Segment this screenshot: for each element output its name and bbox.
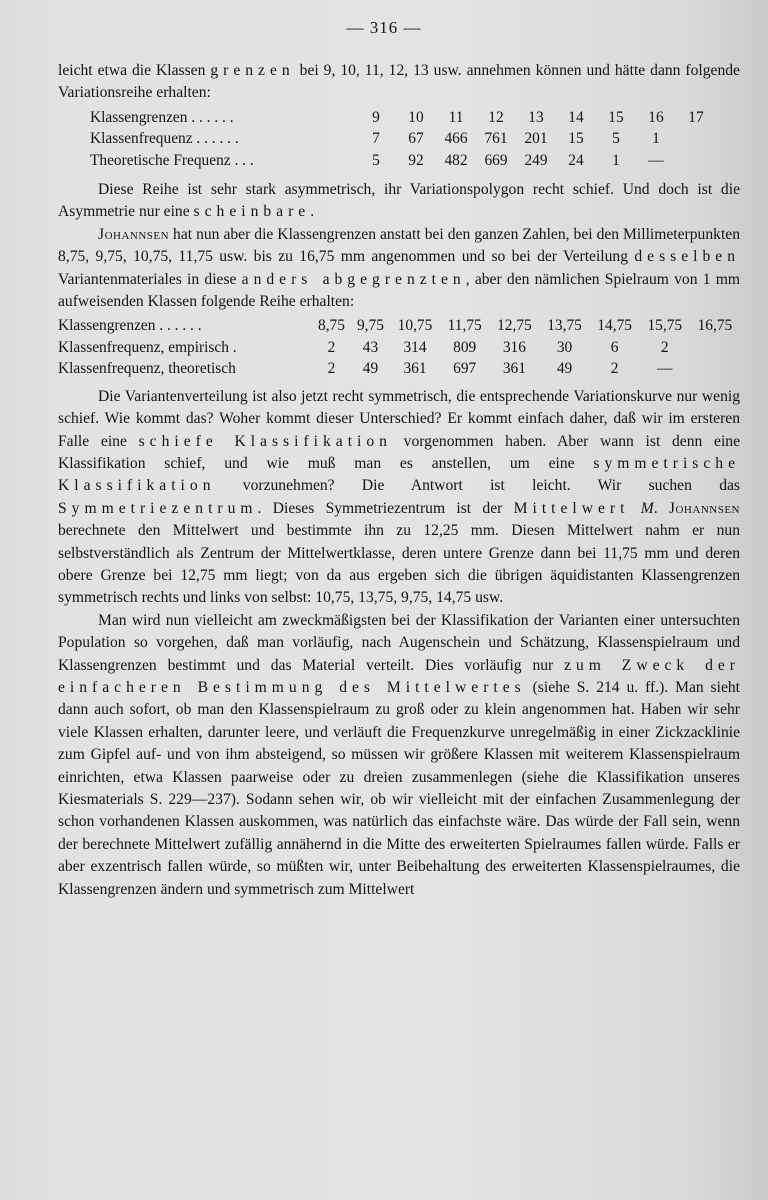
table-cell: 12,75 [497,317,532,335]
intro-text-1: leicht etwa die Klassen [58,62,206,79]
table-cell: 249 [524,151,548,169]
intro-paragraph [58,60,740,105]
table-cell: 2 [327,360,336,378]
para3-spaced-4: Mittelwert [513,499,630,517]
table-cell: 30 [556,338,573,356]
table-cell: 5 [612,130,620,148]
table-variation-shifted [58,315,740,379]
paragraph-asymmetry [58,179,740,224]
paragraph-symmetry [58,386,740,610]
table-cell: 16 [648,108,664,126]
intro-spaced-word: grenzen [210,62,295,79]
table-cell: — [657,360,673,378]
table-cell: 17 [688,108,704,126]
table-cell: 8,75 [318,317,345,335]
para4-text-2: (siehe S. 214 u. ff.). Man sieht dann auch sofort, ob man den Klassenspielraum zu groß oder zu klein angenommen hat. Haben wir sehr viele Klassen erhalten, darunter leere, und verläuft die Frequenzkurve unregelmäßig in einer Zickzacklinie zum Gipfel auf- und von ihm absteigend, so müssen wir größere Klassen mit weiterem Klassenspielraum einrichten, etwa Klassen paarweise oder zu dreien zusammenlegen (siehe die Klassifikation unseres Kiesmaterials S. 229—237). Sodann sehen wir, ob wir vielleicht mit der einfachen Zusammenlegung der schon vorhandenen Klassen auskommen, was natürlich das einfachste wäre. Das würde der Fall sein, wenn der berechnete Mittelwert zufällig annähernd in die Mitte des erweiterten Spielraumes fallen würde. Falls er aber exzentrisch fallen würde, so müßten wir, unter Beibehaltung des erweiterten Klassenspielraumes, die Klassengrenzen ändern und symmetrisch zum Mittelwert [58,678,741,898]
table-cell: 16,75 [697,317,733,335]
table-cell: 49 [556,360,573,378]
intro-text-2: bei 9, 10, 11, 12, 13 usw. annehmen können und hätte dann folgende Variationsreihe erhalten: [58,62,740,102]
para3-text-4: . Dieses Symmetriezentrum ist der [257,499,514,517]
para3-text-5: . [653,499,669,517]
table-cell [690,337,740,358]
para3-text-2: vorgenommen haben. Aber wann ist denn eine Klassifikation schief, und wie muß man es anstellen, um eine [58,432,740,472]
table-cell [676,150,716,171]
table-cell: 201 [524,130,548,148]
table-cell: 10,75 [397,317,433,335]
table-cell: 1 [652,130,660,148]
row-label: Klassenfrequenz, theoretisch [58,360,236,378]
table-cell: 761 [484,130,508,148]
para3-spaced-3: Symmetriezentrum [58,499,258,517]
table-cell: 24 [568,151,584,169]
paragraph-procedure [58,610,740,901]
para3-text-3: vorzunehmen? Die Antwort ist leicht. Wir suchen das [215,477,740,495]
table-cell: 15 [568,130,584,148]
para1-spaced-1: scheinbare [193,203,311,221]
table-cell: 13 [528,108,544,126]
table-row [58,315,740,336]
para1-text-2: . [310,203,315,221]
page-content [58,60,740,901]
para3-text-6: berechnete den Mittelwert und bestimmte ihn zu 12,25 mm. Diesen Mittelwert nahm er nun selbstverständlich als Zentrum der Mittelwertklasse, deren untere Grenze dann bei 11,75 mm und deren obere Grenze bei 12,75 mm liegt; von da aus ergeben sich die übrigen äquidistanten Klassengrenzen symmetrisch rechts und links von selbst: 10,75, 13,75, 9,75, 14,75 usw. [58,522,740,607]
table-row [58,337,740,358]
table-cell: 67 [408,130,424,148]
table-cell: 49 [362,360,379,378]
table-cell: 361 [502,360,526,378]
table-cell: 482 [444,151,468,169]
table-cell: 9,75 [356,317,384,335]
table-cell: 5 [372,151,380,169]
row-label: Klassenfrequenz . . . . . . [90,130,239,148]
table-cell: 14,75 [597,317,632,335]
page-number: — 316 — [346,18,422,37]
table-cell: 2 [610,360,619,378]
table-cell: 314 [403,338,427,356]
para2-text-3: , aber den nämlichen Spielraum von 1 mm aufweisenden Klassen folgende Reihe erhalten: [58,270,741,311]
table-cell: 1 [612,151,620,169]
table-cell: 466 [444,130,468,148]
table-cell [676,128,716,149]
table-cell: 2 [327,338,336,356]
table-cell: 43 [362,338,379,356]
table-cell: 669 [484,151,508,169]
table-cell: 2 [660,338,669,356]
para3-spaced-2: symmetrische Klassifikation [58,454,740,495]
table-cell: 15 [608,108,624,126]
para2-text-1: hat nun aber die Klassengrenzen anstatt bei den ganzen Zahlen, bei den Millimeterpunkten 8,75, 9,75, 10,75, 11,75 usw. bis zu 16,75 mm angenommen und so bei der Verteilung [58,225,740,266]
para1-text-1: Diese Reihe ist sehr stark asymmetrisch, ihr Variationspolygon recht schief. Und doch ist die Asymmetrie nur eine [58,181,740,221]
para3-spaced-1: schiefe Klassifikation [138,432,392,450]
para4-text-1: Man wird nun vielleicht am zweckmäßigsten bei der Klassifikation der Varianten einer untersuchten Population so vorgehen, daß man vorläufig, nach Augenschein und Schätzung, Klassenspielraum und Klassengrenzen bestimmt und das Material verteilt. Dies vorläufig nur [58,611,740,674]
table-cell: 361 [403,360,427,378]
table-cell: 12 [488,108,504,126]
table-cell [690,358,740,379]
table-cell: 11,75 [447,317,482,335]
table-cell: 697 [453,360,477,378]
para3-text-1: Die Variantenverteilung ist also jetzt recht symmetrisch, die entsprechende Variationskurve nur wenig schief. Wie kommt das? Woher kommt dieser Unterschied? Er kommt einfach daher, daß wir im ersteren Falle eine [58,387,740,450]
mean-symbol: M [629,499,654,517]
table-cell: — [648,151,664,169]
table-row [90,150,716,171]
table-cell: 15,75 [647,317,683,335]
para2-spaced-1: desselben [634,248,740,266]
table-cell: 7 [372,130,380,148]
table-cell: 316 [502,338,526,356]
table-cell: 13,75 [547,317,582,335]
table-cell: 6 [610,338,619,356]
row-label: Klassengrenzen . . . . . . [58,317,202,335]
table-variation-integer [90,107,716,171]
table-row [90,107,716,128]
author-name: Johannsen [668,499,740,517]
author-name: Johannsen [98,225,170,243]
para4-spaced-1: zum Zweck der einfacheren Bestimmung des Mittelwertes [58,656,740,696]
row-label: Klassenfrequenz, empirisch . [58,338,237,356]
paragraph-johannsen [58,224,740,314]
table-cell: 11 [448,108,464,126]
table-cell: 92 [408,151,424,169]
row-label: Klassengrenzen . . . . . . [90,108,234,126]
table-row [58,358,740,379]
table-cell: 809 [453,338,477,356]
table-row [90,128,716,149]
table-cell: 14 [568,108,584,126]
para2-text-2: Variantenmateriales in diese [58,270,242,288]
table-cell: 10 [408,108,424,126]
row-label: Theoretische Frequenz . . . [90,151,254,169]
table-cell: 9 [372,108,380,126]
para2-spaced-2: anders abgegrenzten [241,270,466,288]
